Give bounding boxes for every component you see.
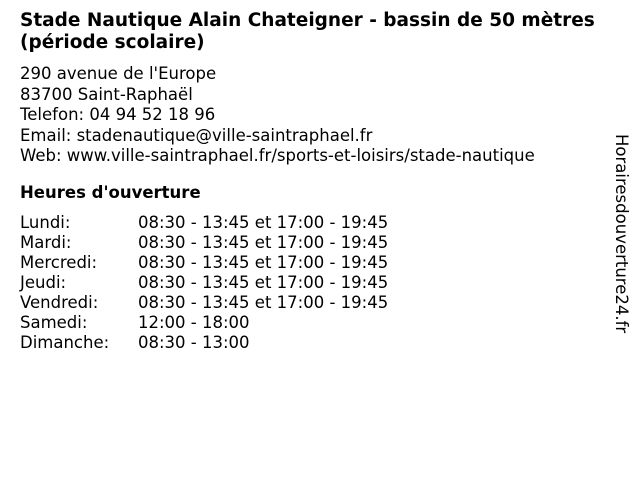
time-range: 08:30 - 13:45 et 17:00 - 19:45 bbox=[138, 272, 389, 292]
contact-block bbox=[20, 64, 610, 167]
email-address: Email: stadenautique@ville-saintraphael.fr bbox=[20, 125, 373, 145]
day-label: Jeudi: bbox=[20, 272, 67, 292]
address-street: 290 avenue de l'Europe bbox=[20, 64, 217, 83]
time-range: 08:30 - 13:45 et 17:00 - 19:45 bbox=[138, 252, 389, 272]
day-label: Lundi: bbox=[20, 212, 71, 232]
hours-row-monday bbox=[20, 213, 610, 233]
hours-row-saturday bbox=[20, 313, 610, 333]
time-range: 08:30 - 13:45 et 17:00 - 19:45 bbox=[138, 212, 389, 232]
hours-row-tuesday bbox=[20, 233, 610, 253]
day-label: Mercredi: bbox=[20, 252, 98, 272]
time-range: 08:30 - 13:45 et 17:00 - 19:45 bbox=[138, 232, 389, 252]
hours-row-friday bbox=[20, 293, 610, 313]
day-label: Dimanche: bbox=[20, 332, 110, 352]
website-url: Web: www.ville-saintraphael.fr/sports-et-loisirs/stade-nautique bbox=[20, 146, 535, 165]
place-details bbox=[20, 10, 610, 353]
time-range: 08:30 - 13:00 bbox=[138, 332, 250, 352]
hours-row-sunday bbox=[20, 333, 610, 353]
time-range: 08:30 - 13:45 et 17:00 - 19:45 bbox=[138, 292, 389, 312]
page-title: Stade Nautique Alain Chateigner - bassin de 50 mètres (période scolaire) bbox=[20, 10, 595, 53]
day-label: Mardi: bbox=[20, 232, 72, 252]
site-watermark: Horairesdouverture24.fr bbox=[612, 134, 631, 334]
opening-hours-table bbox=[20, 213, 610, 353]
address-city: 83700 Saint-Raphaël bbox=[20, 84, 193, 104]
hours-row-thursday bbox=[20, 273, 610, 293]
opening-hours-heading: Heures d'ouverture bbox=[20, 182, 201, 202]
hours-row-wednesday bbox=[20, 253, 610, 273]
phone-number: Telefon: 04 94 52 18 96 bbox=[20, 105, 216, 124]
day-label: Vendredi: bbox=[20, 292, 99, 312]
time-range: 12:00 - 18:00 bbox=[138, 312, 250, 332]
day-label: Samedi: bbox=[20, 312, 88, 332]
